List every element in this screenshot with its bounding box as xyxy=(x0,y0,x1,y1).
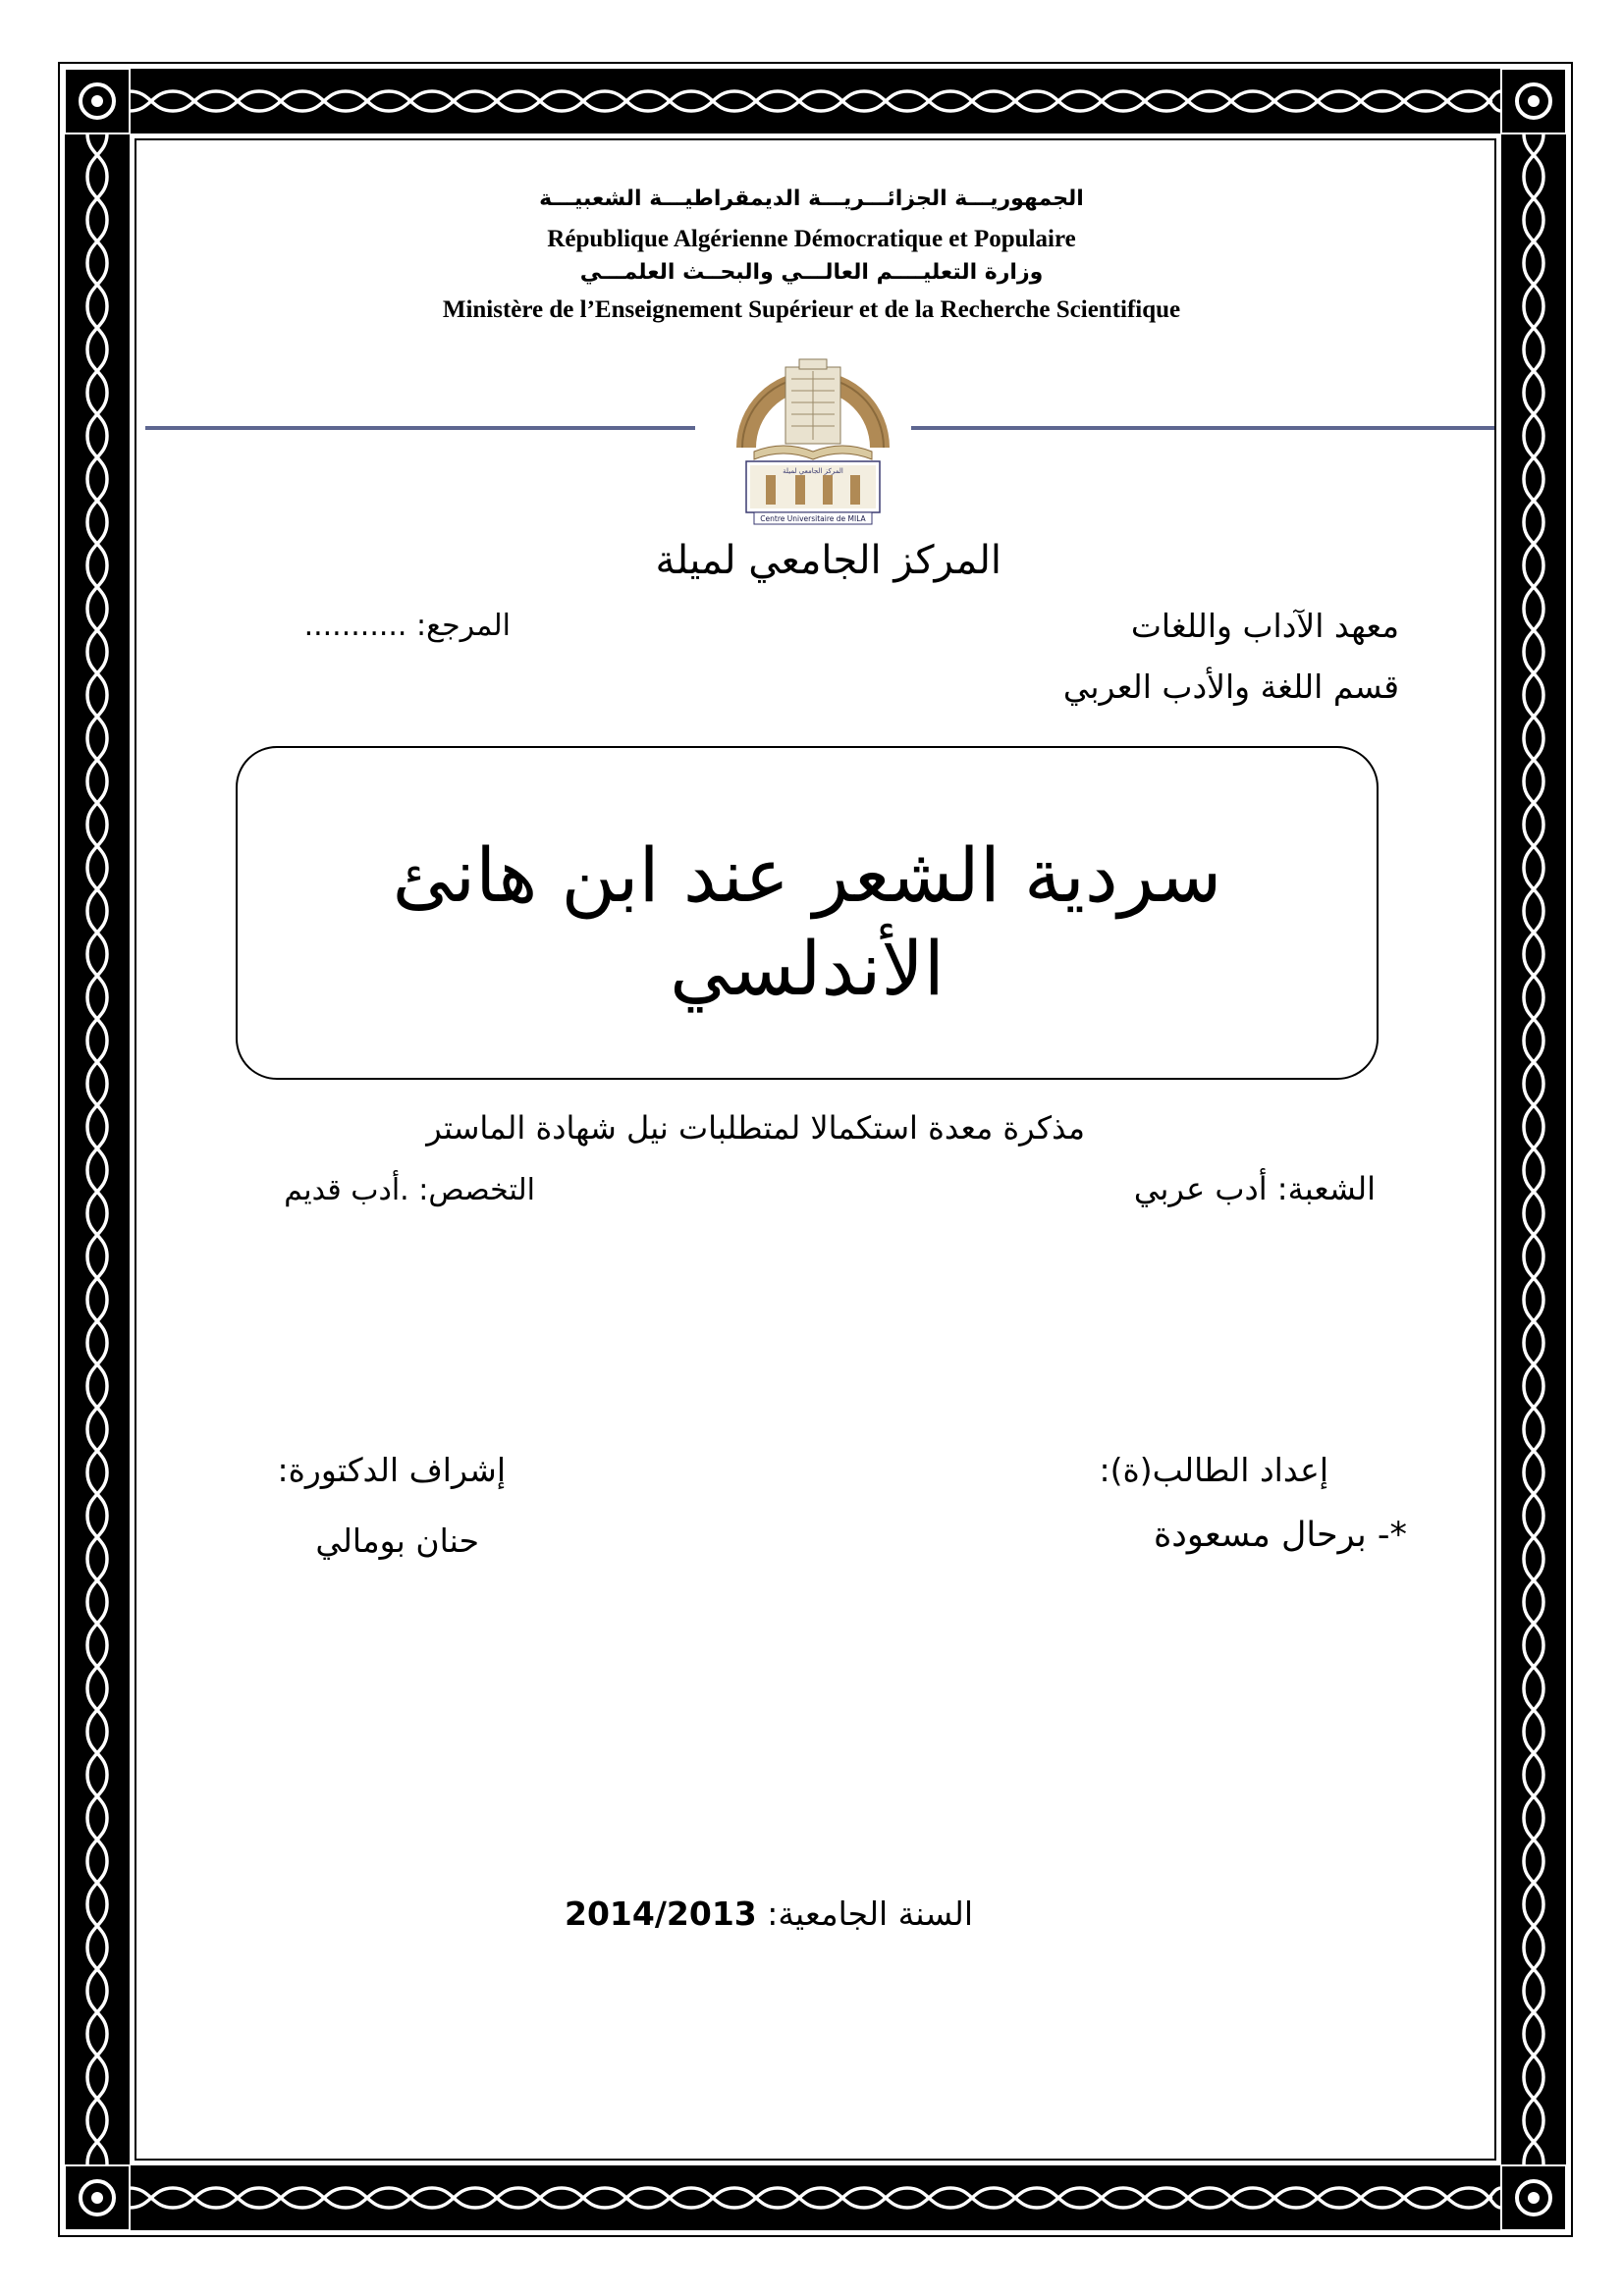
ministry-arabic: وزارة التعليــــم العالـــي والبحــث العلمـــي xyxy=(579,260,1044,285)
prepared-by-label: إعداد الطالب(ة): xyxy=(1099,1451,1328,1489)
academic-year xyxy=(565,1895,973,1933)
reference-field: المرجع: ........... xyxy=(303,609,511,643)
student-name: *- برحال مسعودة xyxy=(1153,1516,1407,1555)
institute-name: معهد الآداب واللغات xyxy=(1130,607,1399,645)
thesis-purpose: مذكرة معدة استكمالا لمتطلبات نيل شهادة الماستر xyxy=(426,1109,1085,1147)
thesis-title-line2: الأندلسي xyxy=(670,925,945,1012)
left-rule xyxy=(145,426,695,430)
university-logo xyxy=(715,330,911,526)
logo-arabic-caption: المركز الجامعي لميلة xyxy=(783,467,843,475)
right-rule xyxy=(911,426,1494,430)
specialty-field: التخصص: .أدب قديم xyxy=(284,1173,535,1207)
supervisor-label: إشراف الدكتورة: xyxy=(277,1451,506,1489)
title-box xyxy=(236,746,1379,1080)
supervisor-name: حنان بومالي xyxy=(315,1522,479,1560)
ministry-french: Ministère de l’Enseignement Supérieur et de la Recherche Scientifique xyxy=(442,296,1181,323)
academic-year-label: السنة الجامعية: xyxy=(767,1895,973,1933)
republic-french: République Algérienne Démocratique et Populaire xyxy=(547,226,1076,252)
institution-name: المركز الجامعي لميلة xyxy=(655,538,1001,583)
republic-arabic: الجمهوريـــة الجزائـــريـــة الديمقراطيـــة الشعبيـــة xyxy=(539,187,1084,211)
branch-field: الشعبة: أدب عربي xyxy=(1133,1170,1376,1207)
logo-caption: Centre Universitaire de MILA xyxy=(760,514,866,523)
thesis-title-line1: سردية الشعر عند ابن هانئ xyxy=(392,831,1222,919)
academic-year-value: 2014/2013 xyxy=(565,1895,757,1933)
department-name: قسم اللغة والأدب العربي xyxy=(1062,667,1399,706)
book-icon xyxy=(754,446,872,459)
building-icon xyxy=(785,359,840,444)
